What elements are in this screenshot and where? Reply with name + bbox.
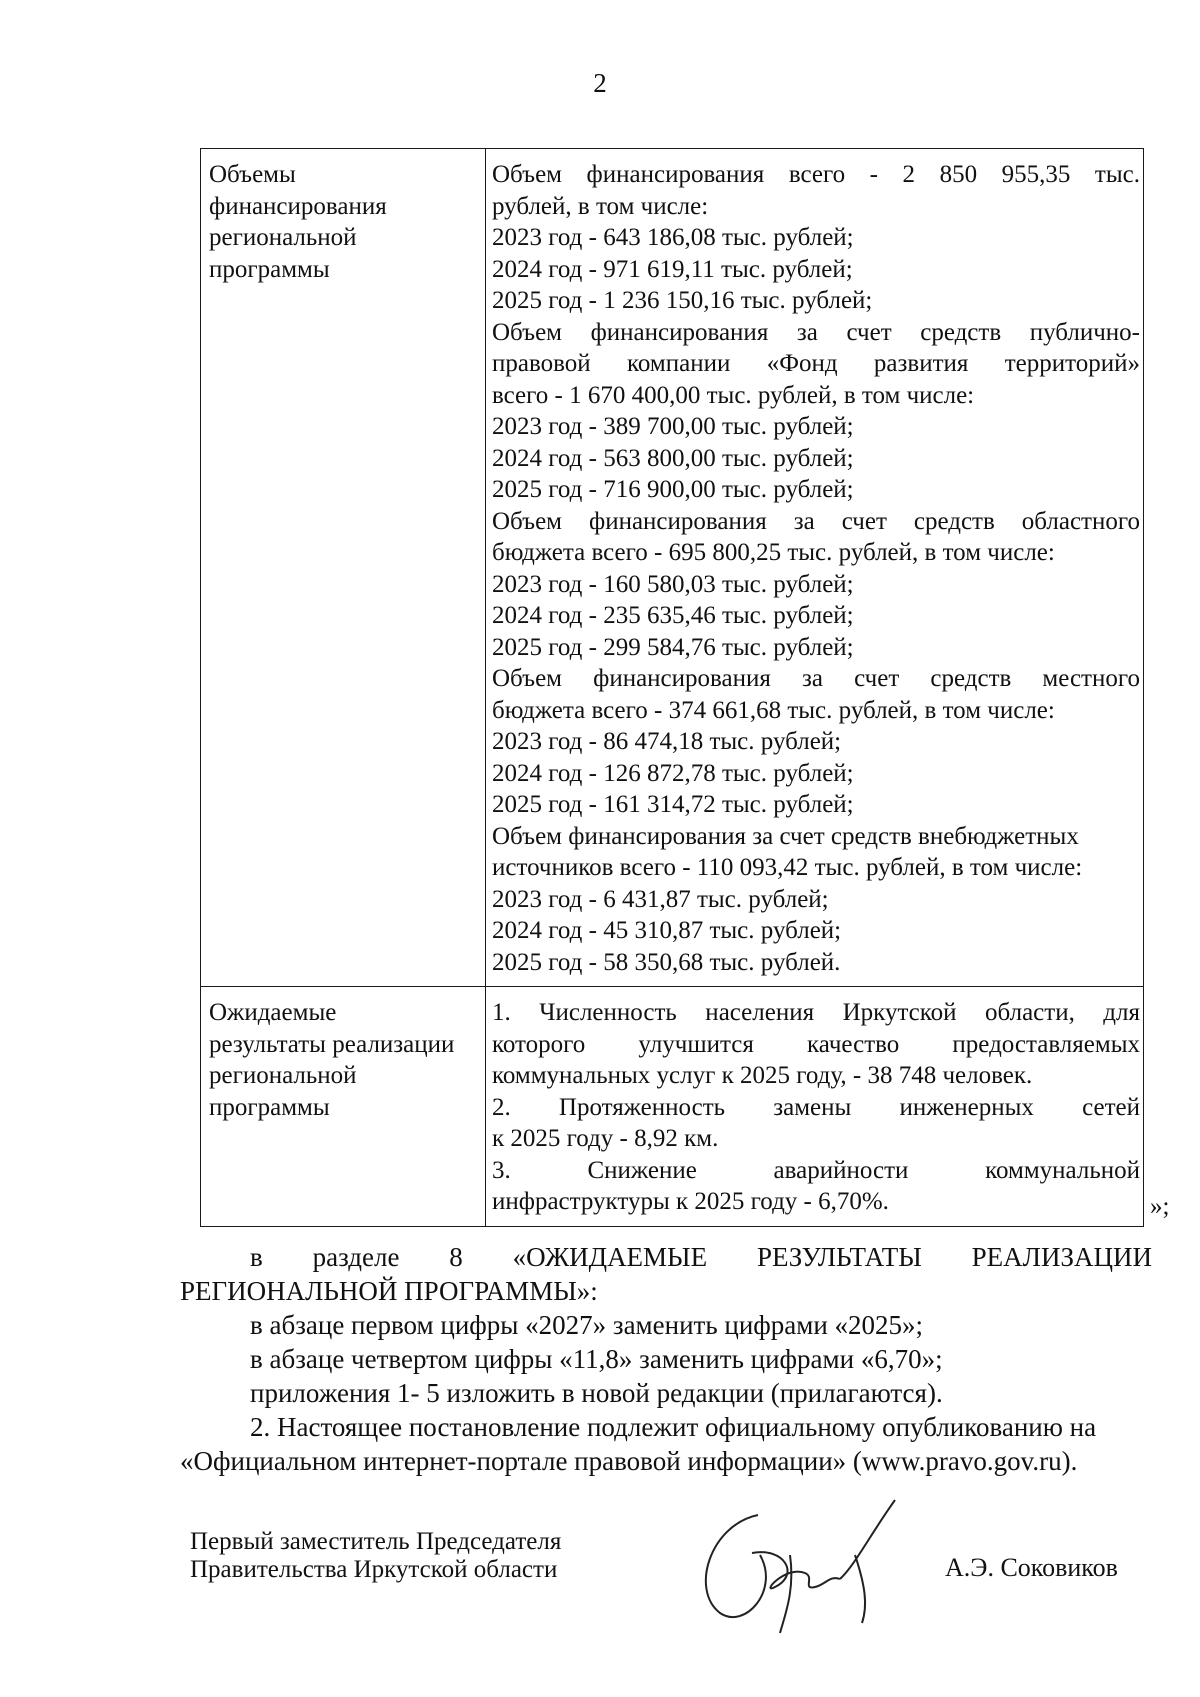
row-content-line: 2024 год - 126 872,78 тыс. рублей;: [492, 759, 854, 787]
row-content-cell: [486, 149, 1144, 987]
row-label-cell: [201, 987, 486, 1227]
row-label-line: региональной: [209, 1062, 357, 1089]
row-content-line: 2. Протяженность замены инженерных сетей: [492, 1093, 1140, 1121]
row-label-cell: [201, 149, 486, 987]
row-content-line: 1. Численность населения Иркутской области, для: [492, 999, 1140, 1026]
closing-quote: »;: [1150, 1193, 1170, 1220]
row-content-line: Объем финансирования за счет средств публично-: [492, 318, 1140, 346]
row-content-line: Объем финансирования за счет средств местного: [492, 665, 1140, 692]
row-label-line: Ожидаемые: [209, 999, 337, 1026]
row-content-line: Объем финансирования всего - 2 850 955,35 тыс.: [492, 161, 1140, 188]
signer-position-line-1: Первый заместитель Председателя: [190, 1528, 562, 1555]
row-content-line: правовой компании «Фонд развития территорий»: [492, 350, 1140, 377]
row-label-line: программы: [209, 1093, 330, 1121]
row-content-line: рублей, в том числе:: [492, 192, 709, 220]
amendment-item-3: приложения 1- 5 изложить в новой редакции (прилагаются).: [250, 1378, 943, 1408]
row-content-line: инфраструктуры к 2025 году - 6,70%.: [492, 1188, 889, 1215]
row-content-line: к 2025 году - 8,92 км.: [492, 1125, 719, 1152]
row-content-line: которого улучшится качество предоставляемых: [492, 1030, 1140, 1058]
row-content-line: Объем финансирования за счет средств областного: [492, 507, 1140, 535]
row-label-line: Объемы: [209, 161, 296, 188]
row-content-line: 2025 год - 161 314,72 тыс. рублей;: [492, 791, 854, 818]
amendment-item-1: в абзаце первом цифры «2027» заменить цифрами «2025»;: [250, 1310, 924, 1340]
row-content-line: Объем финансирования за счет средств внебюджетных: [492, 822, 1079, 850]
row-content-line: 2025 год - 299 584,76 тыс. рублей;: [492, 633, 854, 661]
row-label-line: финансирования: [209, 192, 387, 220]
row-content-line: 2023 год - 6 431,87 тыс. рублей;: [492, 885, 829, 913]
row-content-line: 2023 год - 86 474,18 тыс. рублей;: [492, 728, 842, 755]
signer-name: А.Э. Соковиков: [945, 1553, 1118, 1582]
row-content-line: 2023 год - 389 700,00 тыс. рублей;: [492, 413, 854, 440]
row-content-line: 2025 год - 716 900,00 тыс. рублей;: [492, 476, 854, 503]
row-content-line: 2024 год - 235 635,46 тыс. рублей;: [492, 602, 854, 629]
point-2-line-1: 2. Настоящее постановление подлежит официальному опубликованию на: [250, 1412, 1097, 1442]
table-row: [201, 987, 1144, 1227]
row-content-line: 2025 год - 58 350,68 тыс. рублей.: [492, 948, 841, 976]
row-content-line: 3. Снижение аварийности коммунальной: [492, 1156, 1140, 1184]
row-content-line: 2024 год - 45 310,87 тыс. рублей;: [492, 917, 842, 944]
section-8-line-2: РЕГИОНАЛЬНОЙ ПРОГРАММЫ»:: [180, 1276, 598, 1306]
table-row: [201, 149, 1144, 987]
row-content-line: 2025 год - 1 236 150,16 тыс. рублей;: [492, 287, 873, 314]
point-2-line-2: «Официальном интернет-портале правовой информации» (www.pravo.gov.ru).: [180, 1446, 1078, 1476]
row-content-line: источников всего - 110 093,42 тыс. рублей, в том числе:: [492, 854, 1083, 881]
amendment-item-2: в абзаце четвертом цифры «11,8» заменить цифрами «6,70»;: [250, 1344, 943, 1374]
handwritten-signature: [690, 1495, 910, 1635]
row-label-line: региональной: [209, 224, 357, 251]
row-label-line: программы: [209, 255, 330, 283]
signer-position-line-2: Правительства Иркутской области: [190, 1556, 558, 1583]
row-content-line: бюджета всего - 695 800,25 тыс. рублей, в том числе:: [492, 539, 1055, 566]
amendments-text: [180, 1240, 1152, 1478]
program-passport-table: [200, 148, 1144, 1227]
signer-position: [190, 1528, 561, 1584]
row-content-line: 2024 год - 563 800,00 тыс. рублей;: [492, 444, 854, 472]
page-number: 2: [593, 68, 607, 98]
row-content-line: всего - 1 670 400,00 тыс. рублей, в том числе:: [492, 381, 975, 409]
row-content-line: коммунальных услуг к 2025 году, - 38 748 человек.: [492, 1062, 1033, 1089]
row-content-cell: [486, 987, 1144, 1227]
row-content-line: 2023 год - 643 186,08 тыс. рублей;: [492, 224, 854, 251]
row-content-line: 2024 год - 971 619,11 тыс. рублей;: [492, 255, 853, 283]
row-content-line: бюджета всего - 374 661,68 тыс. рублей, в том числе:: [492, 696, 1055, 724]
section-8-line-1: в разделе 8 «ОЖИДАЕМЫЕ РЕЗУЛЬТАТЫ РЕАЛИЗАЦИИ: [250, 1242, 1152, 1272]
row-content-line: 2023 год - 160 580,03 тыс. рублей;: [492, 570, 854, 598]
row-label-line: результаты реализации: [209, 1030, 455, 1058]
